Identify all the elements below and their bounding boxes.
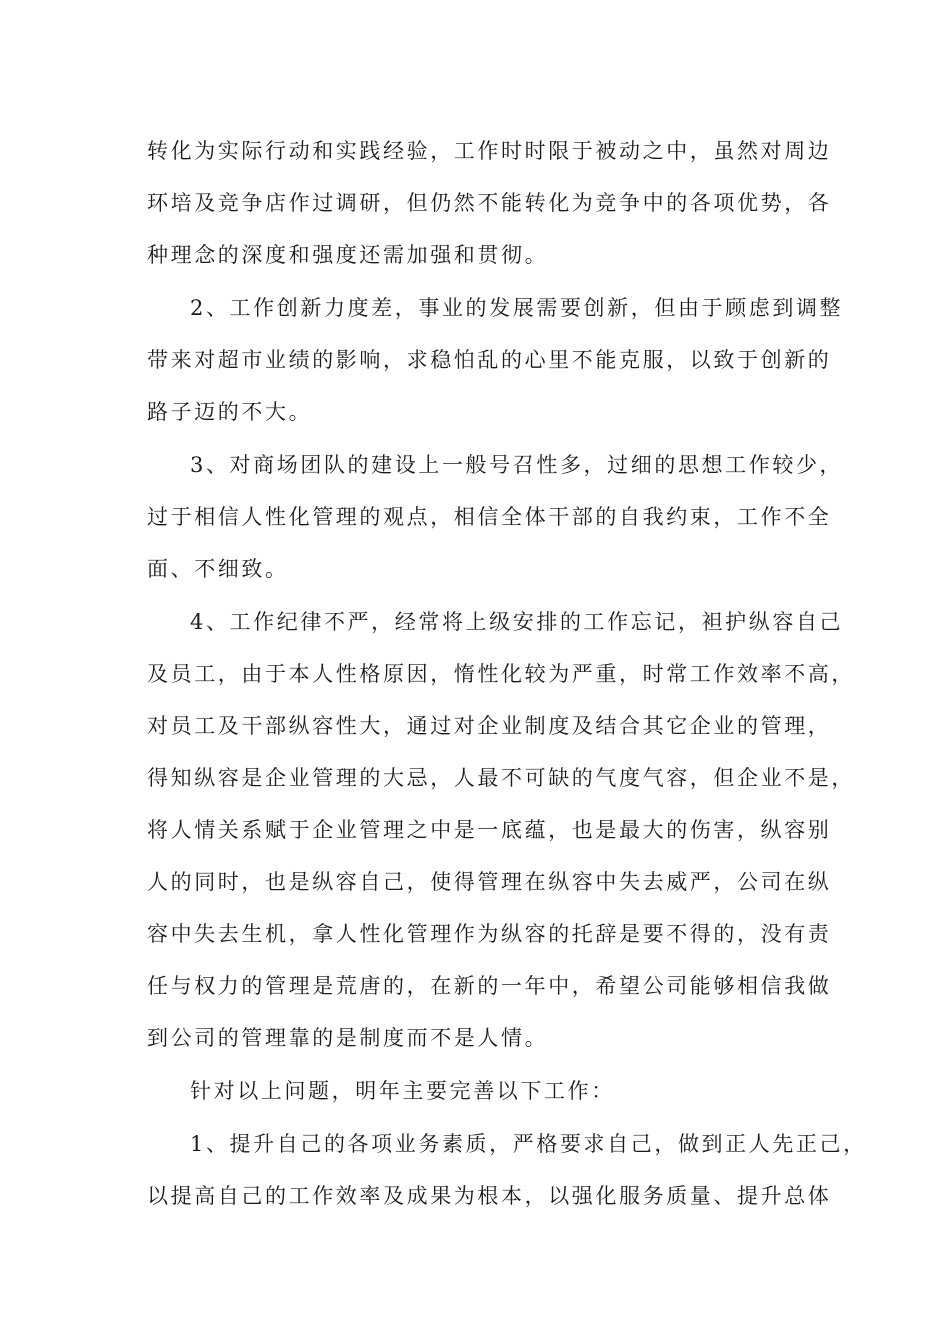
text-line: 任与权力的管理是荒唐的，在新的一年中，希望公司能够相信我做 — [147, 974, 832, 998]
text-line: 带来对超市业绩的影响，求稳怕乱的心里不能克服，以致于创新的 — [147, 348, 832, 372]
text-line: 到公司的管理靠的是制度而不是人情。 — [147, 1026, 549, 1050]
text-line: 得知纵容是企业管理的大忌，人最不可缺的气度气容，但企业不是， — [147, 766, 855, 790]
paragraph-4-start: 4、工作纪律不严，经常将上级安排的工作忘记，袒护纵容自己 — [190, 610, 844, 634]
paragraph-plan-1-start: 1、提升自己的各项业务素质，严格要求自己，做到正人先正己， — [190, 1132, 867, 1156]
paragraph-intro-plan: 针对以上问题，明年主要完善以下工作： — [190, 1079, 615, 1103]
text-line: 以提高自己的工作效率及成果为根本，以强化服务质量、提升总体 — [147, 1184, 832, 1208]
text-line: 过于相信人性化管理的观点，相信全体干部的自我约束，工作不全 — [147, 505, 832, 529]
text-line: 转化为实际行动和实践经验，工作时时限于被动之中，虽然对周边 — [147, 139, 832, 163]
text-line: 路子迈的不大。 — [147, 400, 313, 424]
text-line: 环培及竞争店作过调研，但仍然不能转化为竞争中的各项优势，各 — [147, 191, 832, 215]
text-line: 对员工及干部纵容性大，通过对企业制度及结合其它企业的管理， — [147, 714, 832, 738]
text-line: 容中失去生机，拿人性化管理作为纵容的托辞是要不得的，没有责 — [147, 922, 832, 946]
paragraph-3-start: 3、对商场团队的建设上一般号召性多，过细的思想工作较少， — [190, 453, 844, 477]
text-line: 人的同时，也是纵容自己，使得管理在纵容中失去威严，公司在纵 — [147, 870, 832, 894]
text-line: 将人情关系赋于企业管理之中是一底蕴，也是最大的伤害，纵容别 — [147, 818, 832, 842]
text-line: 面、不细致。 — [147, 557, 289, 581]
text-line: 及员工，由于本人性格原因，惰性化较为严重，时常工作效率不高， — [147, 662, 855, 686]
paragraph-2-start: 2、工作创新力度差，事业的发展需要创新，但由于顾虑到调整 — [190, 296, 844, 320]
text-line: 种理念的深度和强度还需加强和贯彻。 — [147, 243, 549, 267]
